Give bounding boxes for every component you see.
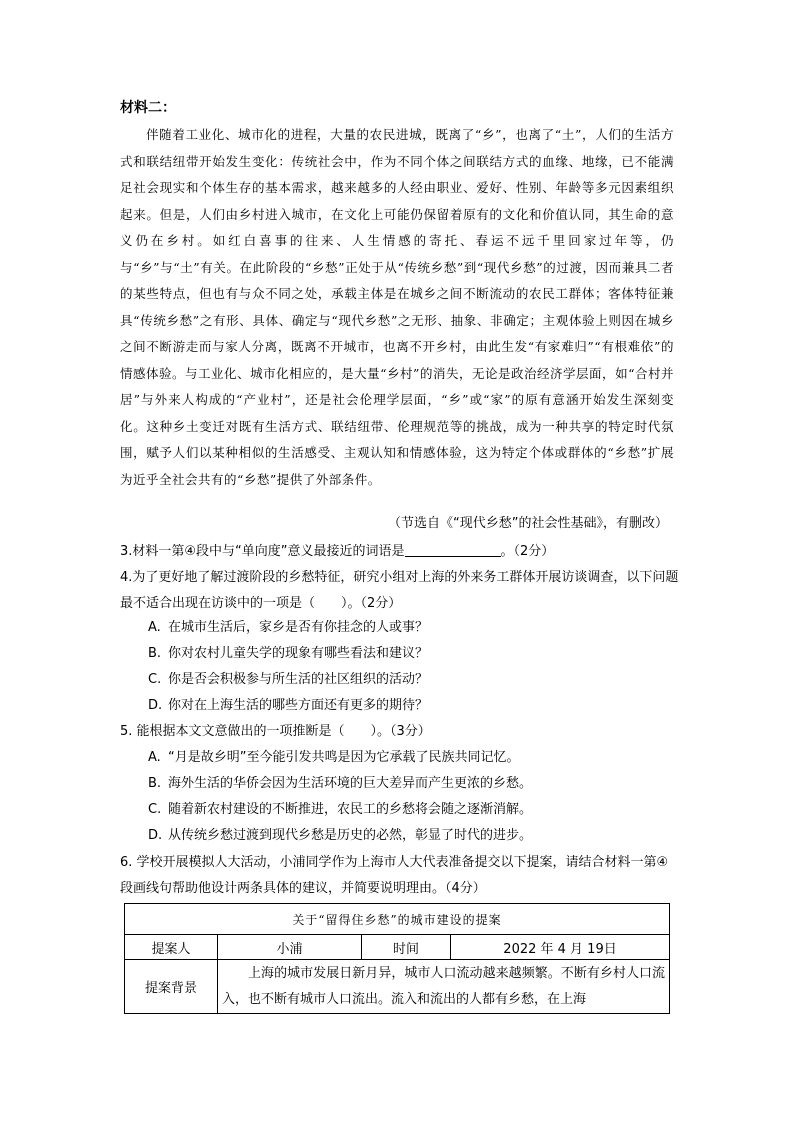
proposer-value: 小浦 — [218, 935, 362, 960]
source-citation: （节选自《“现代乡愁”的社会性基础》，有删改） — [388, 516, 668, 531]
option-text: 海外生活的华侨会因为生活环境的巨大差异而产生更浓的乡愁。 — [168, 776, 533, 791]
proposal-title: 关于“留得住乡愁”的城市建设的提案 — [125, 904, 670, 935]
option-letter: A. — [148, 750, 161, 765]
option-letter: C. — [148, 802, 162, 817]
question-3-score: 。（2分） — [500, 544, 555, 559]
answer-blank[interactable] — [405, 542, 501, 557]
option-text: 随着新农村建设的不断推进，农民工的乡愁将会随之逐渐消解。 — [168, 802, 533, 817]
option-letter: B. — [148, 776, 162, 791]
time-label: 时间 — [362, 935, 451, 960]
option-text: “月是故乡明”至今能引发共鸣是因为它承载了民族共同记忆。 — [168, 750, 520, 765]
question-4-option-c — [148, 670, 678, 690]
option-letter: D. — [148, 698, 163, 713]
question-3 — [120, 539, 680, 565]
question-4-stem: 4.为了更好地了解过渡阶段的乡愁特征，研究小组对上海的外来务工群体开展访谈调查，以下问题最不适合出现在访谈中的一项是（ ）。（2分） — [120, 570, 679, 611]
question-5-option-c — [148, 800, 678, 820]
question-5-stem: 5. 能根据本文文意做出的一项推断是（ ）。（3分） — [120, 724, 431, 739]
question-5-option-d — [148, 826, 678, 846]
option-letter: C. — [148, 672, 162, 687]
option-letter: A. — [148, 620, 161, 635]
option-text: 从传统乡愁过渡到现代乡愁是历史的必然，彰显了时代的进步。 — [168, 828, 533, 843]
question-4-option-a — [148, 618, 678, 638]
option-text: 你是否会积极参与所生活的社区组织的活动？ — [168, 672, 429, 687]
question-5-option-b — [148, 774, 678, 794]
background-label: 提案背景 — [125, 960, 218, 1014]
option-text: 你对在上海生活的哪些方面还有更多的期待？ — [168, 698, 429, 713]
option-letter: B. — [148, 646, 162, 661]
question-6-stem: 6. 学校开展模拟人大活动，小浦同学作为上海市人大代表准备提交以下提案，请结合材料一第④段画线句帮助他设计两条具体的建议，并简要说明理由。（4分） — [120, 855, 669, 896]
question-5-option-a — [148, 748, 678, 768]
option-text: 你对农村儿童失学的现象有哪些看法和建议？ — [168, 646, 429, 661]
proposal-table — [124, 903, 670, 1014]
proposer-label: 提案人 — [125, 935, 218, 960]
material-heading: 材料二： — [120, 100, 176, 116]
background-text: 上海的城市发展日新月异，城市人口流动越来越频繁。不断有乡村人口流入，也不断有城市人口流出。流入和流出的人都有乡愁，在上海 — [218, 960, 670, 1014]
question-4-option-d — [148, 696, 678, 716]
option-text: 在城市生活后，家乡是否有你挂念的人或事？ — [168, 620, 429, 635]
question-4-option-b — [148, 644, 678, 664]
option-letter: D. — [148, 828, 163, 843]
time-value: 2022 年 4 月 19日 — [451, 935, 670, 960]
question-3-text: 3.材料一第④段中与“单向度”意义最接近的词语是 — [120, 544, 405, 559]
passage-text: 伴随着工业化、城市化的进程，大量的农民进城，既离了“乡”，也离了“土”，人们的生活方式和联结纽带开始发生变化：传统社会中，作为不同个体之间联结方式的血缘、地缘，已不能满足社会现实和个体生存的基本需求，越来越多的人经由职业、爱好、性别、年龄等多元因素组织起来。但是，人们由乡村进入城市，在文化上可能仍保留着原有的文化和价值认同，其生命的意义仍在乡村。如红白喜事的往来、人生情感的寄托、春运不远千里回家过年等，仍与“乡”与“土”有关。在此阶段的“乡愁”正处于从“传统乡愁”到“现代乡愁”的过渡，因而兼具二者的某些特点，但也有与众不同之处，承载主体是在城乡之间不断流动的农民工群体；客体特征兼具“传统乡愁”之有形、具体、确定与“现代乡愁”之无形、抽象、非确定；主观体验上则因在城乡之间不断游走而与家人分离，既离不开城市，也离不开乡村，由此生发“有家难归”“有根难依”的情感体验。与工业化、城市化相应的，是大量“乡村”的消失，无论是政治经济学层面，如“合村并居”与外来人构成的“产业村”，还是社会伦理学层面，“乡”或“家”的原有意涵开始发生深刻变化。这种乡土变迁对既有生活方式、联结纽带、伦理规范等的挑战，成为一种共享的特定时代氛围，赋予人们以某种相似的生活感受、主观认知和情感体验，这为特定个体或群体的“乡愁”扩展为近乎全社会共有的“乡愁”提供了外部条件。 — [120, 127, 674, 487]
